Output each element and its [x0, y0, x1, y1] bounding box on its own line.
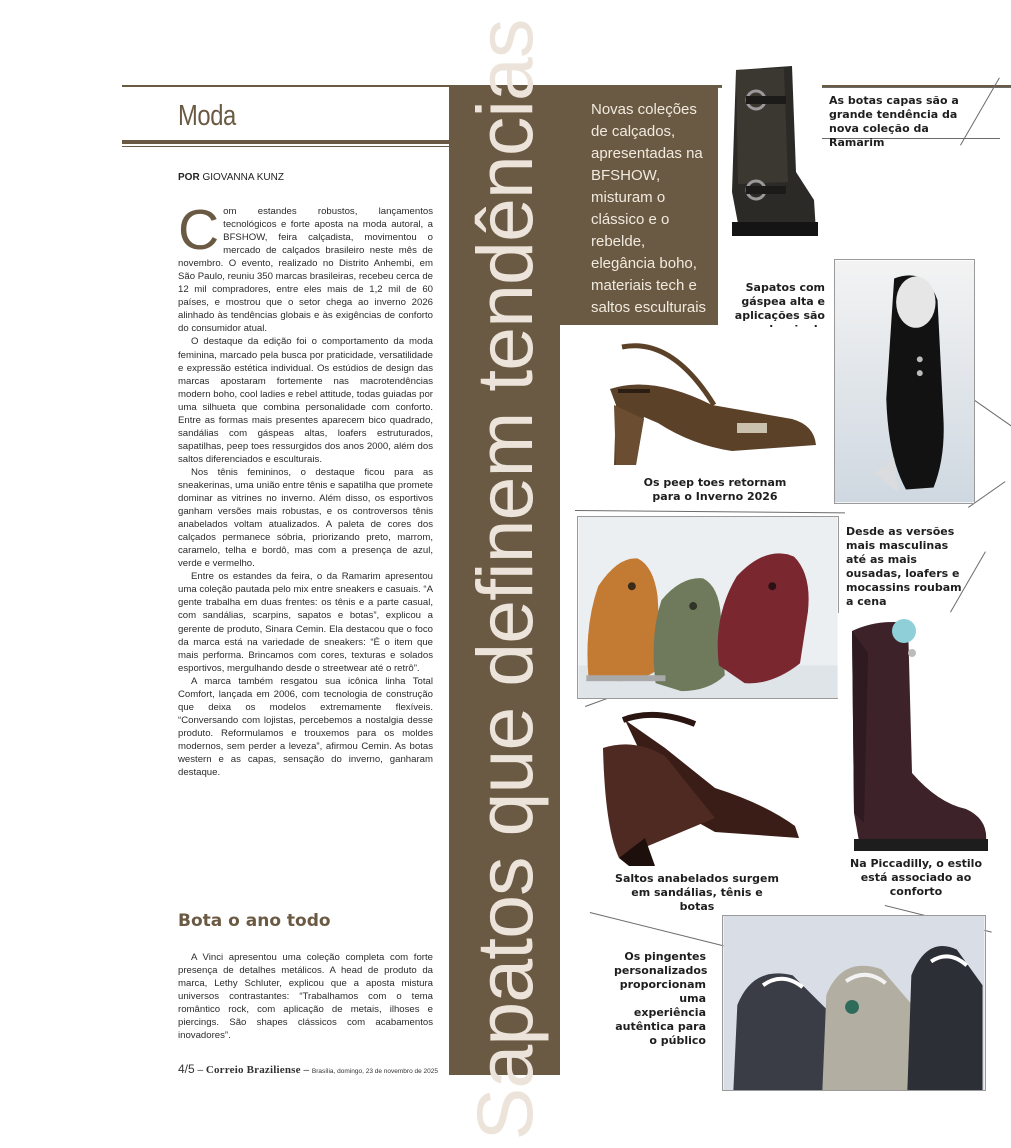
section-rule-thin [122, 146, 449, 147]
article-subhead: Bota o ano todo [178, 911, 331, 931]
photo-boots [722, 62, 822, 242]
caption-sneakers: Os pingentes personalizados proporcionam uma experiência autêntica para o público [614, 950, 708, 1047]
newspaper-brand: Correio Braziliense [205, 1064, 301, 1076]
photo-piccadilly-boot [838, 613, 998, 858]
article-body-continued [178, 951, 433, 1042]
deck-text: Novas coleções de calçados, apresentadas na BFSHOW, misturam o clássico e o rebelde, elegância boho, materiais tech e saltos esculturais [591, 101, 707, 316]
article-paragraph [178, 198, 433, 335]
page-footer [178, 1062, 438, 1076]
article-paragraph: A Vinci apresentou uma coleção completa com forte presença de detalhes metálicos. A head de produto da marca, Lethy Schluter, explicou que a aposta mistura universos contrastantes: “Trabalhamos com o tema romântico rock, com aplicação de metais, ilhoses e piercings. São shapes clássicos com acabamentos inovadores”. [178, 952, 433, 1042]
leader-line [575, 510, 845, 513]
section-rule [122, 140, 449, 144]
photo-sneakers [722, 915, 986, 1091]
byline-prefix: POR [178, 172, 200, 183]
wedge-sandal-icon [595, 708, 810, 866]
headline-text: Sapatos que definem tendências [459, 19, 549, 1141]
caption-boots: As botas capas são a grande tendência da nova coleção da Ramarim [829, 94, 959, 149]
photo-wedge [595, 708, 810, 866]
article-paragraph: A marca também resgatou sua icônica linha Total Comfort, lançada em 2006, com tecnologia de construção que deixa os modelos extremamente flexíveis. “Conversando com lojistas, percebemos a nostalgia desse produto. Reformulamos e trouxemos para os moldes modernos, sem perder a leveza”, afirmou Cemin. As botas western e as capas, sensação do inverno, ganharam destaque. [178, 675, 433, 779]
footer-dash: – [303, 1065, 310, 1076]
caption-wedge: Saltos anabelados surgem em sandálias, tênis e botas [615, 872, 779, 913]
byline [178, 172, 284, 183]
boot-icon [722, 62, 822, 242]
article-lead: om estandes robustos, lançamentos tecnológicos e forte aposta na moda autoral, a BFSHOW, feira calçadista, movimentou o mercado de calçados brasileiro neste mês de novembro. O evento, realizado no Distrito Anhembi, em São Paulo, reuniu 350 marcas brasileiras, recebeu cerca de 12 mil compradores, entre eles mais de 1,2 mil de 60 países, e mostrou que o setor chega ao inverno 2026 alinhado às tendências globais e às exigências de conforto do consumidor atual. [178, 206, 433, 335]
sneakers-icon [723, 916, 985, 1090]
section-title: Moda [178, 100, 236, 132]
leader-line [974, 400, 1011, 427]
caption-mules: Sapatos com gáspea alta e aplicações são [734, 281, 825, 322]
photo-loafers [577, 516, 839, 699]
tall-boot-icon [838, 613, 998, 858]
footer-dash: – [197, 1065, 204, 1076]
loafers-icon [578, 517, 838, 698]
caption-piccadilly: Na Piccadilly, o estilo está associado ao conforto [849, 857, 983, 898]
caption-loafers: Desde as versões mais masculinas até as mais ousadas, loafers e mocassins roubam a cena [846, 525, 962, 608]
drop-cap: C [178, 198, 220, 262]
byline-author: GIOVANNA KUNZ [202, 172, 284, 183]
headline [449, 19, 560, 1141]
article-paragraph: Nos tênis femininos, o destaque ficou para as sneakerinas, uma união entre tênis e sapatilha que promete dominar as vitrines no inverno. Além disso, os esportivos ganham versões mais robustas, e os controversos tênis anabelados voltam atualizados. A paleta de cores dos calçados permanece sóbria, priorizando preto, marrom, caramelo, telha e bordô, mas com a presença de azul, verde e vermelho. [178, 466, 433, 570]
photo-peeptoe [592, 327, 827, 469]
article-paragraph: Entre os estandes da feira, o da Ramarim apresentou uma coleção pautada pelo mix entre sneakers e casuais. “A gente trabalha em duas frentes: os tênis e a parte casual, com sandálias, scarpins, sapatos e botas”, explicou a gerente de produto, Sinara Cemin. Ela destacou que o foco da marca está na variedade de sneakers: “É o item que mais performa. Brincamos com cores, texturas e solados esportivos, mergulhando desde o streetwear até o retrô”. [178, 571, 433, 674]
caption-peeptoe: Os peep toes retornam para o Inverno 2026 [643, 476, 787, 503]
footer-date: Brasília, domingo, 23 de novembro de 2025 [311, 1068, 438, 1075]
article-paragraph: O destaque da edição foi o comportamento da moda feminina, marcado pela busca por praticidade, versatilidade e expressão estética individual. Os estúdios de design das marcas apostaram fortemente nas macrotendências modern boho, cool ladies e rebel attitude, todas guiadas por uma silhueta que combina personalidade com conforto. Entre as formas mais presentes aparecem bico quadrado, sandálias com gáspeas altas, loafers estruturados, sapatilhas, peep toes ressurgidos dos anos 2000, além dos saltos diferenciados e esculturais. [178, 336, 433, 465]
article-body [178, 198, 433, 779]
mule-shoe-icon [835, 260, 974, 503]
page-number: 4/5 [178, 1062, 195, 1076]
leader-line [590, 912, 726, 947]
photo-mule [834, 259, 975, 504]
peep-toe-shoe-icon [592, 327, 827, 469]
